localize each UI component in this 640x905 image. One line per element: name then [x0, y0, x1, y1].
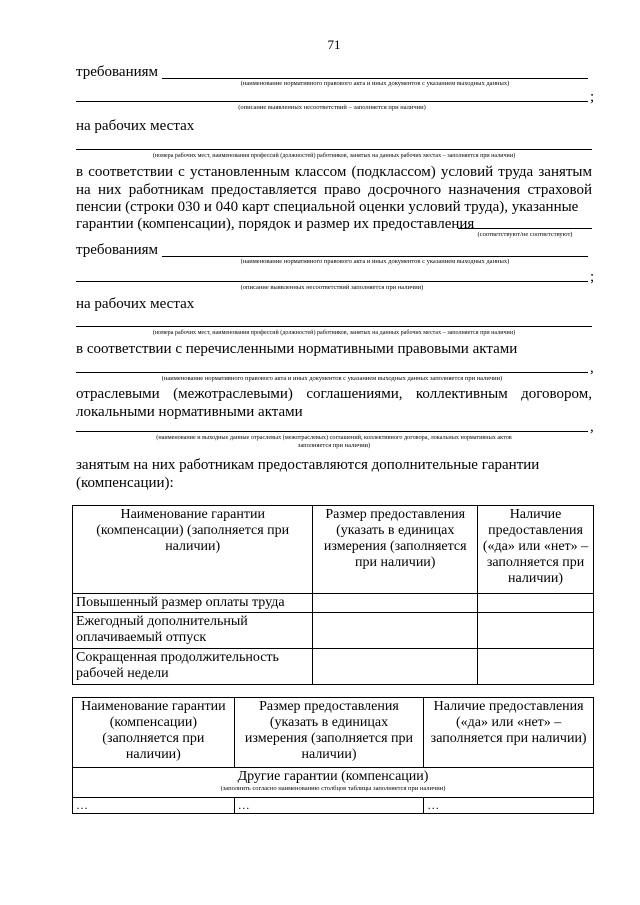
t2-other-title: Другие гарантии (компенсации) — [237, 769, 429, 784]
t1-cell-empty[interactable] — [478, 594, 594, 613]
t1-header-availability: Наличие предоставления («да» или «нет» – заполняется при наличии) — [478, 506, 594, 594]
t1-header-size: Размер предоставления (указать в единицах измерения (заполняется при наличии) — [313, 506, 478, 594]
requirements-label-1: требованиям — [76, 64, 159, 80]
requirements-label-2: требованиям — [76, 242, 159, 258]
discrepancy-line-2 — [76, 281, 588, 282]
t2-ellipsis-cell[interactable]: … — [424, 798, 594, 814]
requirements-caption-2: (наименование нормативного правового акта и иных документов с указанием выходных данных) — [240, 258, 510, 265]
workplaces-label-1: на рабочих местах — [76, 118, 195, 134]
t2-header-size: Размер предоставления (указать в единицах измерения (заполняется при наличии) — [234, 698, 424, 768]
agreements-caption-2: заполняется при наличии) — [297, 442, 371, 449]
acts-line — [76, 372, 588, 373]
workplaces-line-2 — [76, 326, 592, 327]
comma-2: , — [590, 419, 594, 435]
compliance-caption: (соответствуют/не соответствуют) — [477, 231, 573, 238]
workplaces-line-1 — [76, 149, 592, 150]
t1-cell-empty[interactable] — [478, 613, 594, 649]
t1-row-workweek: Сокращенная продолжительность рабочей недели — [73, 649, 313, 685]
t1-row-pay: Повышенный размер оплаты труда — [73, 594, 313, 613]
agreements-line — [76, 431, 588, 432]
t1-row-vacation: Ежегодный дополнительный оплачиваемый отпуск — [73, 613, 313, 649]
workplaces-label-2: на рабочих местах — [76, 296, 195, 312]
acts-line-text: в соответствии с перечисленными нормативными правовыми актами — [76, 341, 518, 357]
t2-other-guarantees — [73, 768, 594, 798]
agreements-paragraph: отраслевыми (межотраслевыми) соглашениями, коллективным договором, локальными нормативными актами — [76, 386, 592, 420]
compliance-line — [458, 228, 592, 229]
discrepancy-caption-1: (описание выявленных несоответствий – заполняется при наличии) — [238, 104, 426, 111]
workplaces-caption-1: (номера рабочих мест, наименования профессий (должностей) работников, занятых на данных рабочих местах – заполняется при наличии) — [152, 153, 516, 159]
t2-other-caption: (заполнить согласно наименованию столбцов таблицы заполняется при наличии) — [220, 785, 446, 792]
guarantees-table-1 — [72, 505, 594, 685]
t1-cell-empty[interactable] — [313, 613, 478, 649]
page-number: 71 — [327, 37, 341, 52]
guarantees-line: гарантии (компенсации), порядок и размер их предоставления — [76, 216, 475, 232]
t2-ellipsis-cell[interactable]: … — [73, 798, 235, 814]
discrepancy-caption-2: (описание выявленных несоответствий заполняется при наличии) — [240, 284, 424, 291]
semicolon-2: ; — [590, 269, 595, 285]
t1-header-name: Наименование гарантии (компенсации) (заполняется при наличии) — [73, 506, 313, 594]
t2-header-availability: Наличие предоставления («да» или «нет» – заполняется при наличии) — [424, 698, 594, 768]
requirements-line-1 — [162, 78, 588, 79]
comma-1: , — [590, 360, 594, 376]
t1-cell-empty[interactable] — [313, 594, 478, 613]
discrepancy-line-1 — [76, 101, 588, 102]
t2-ellipsis-cell[interactable]: … — [234, 798, 424, 814]
guarantees-table-2 — [72, 697, 594, 814]
t1-cell-empty[interactable] — [478, 649, 594, 685]
requirements-caption-1: (наименование нормативного правового акта и иных документов с указанием выходных данных) — [240, 80, 510, 87]
semicolon-1: ; — [590, 89, 595, 105]
agreements-caption-1: (наименование и выходные данные отраслевых (межотраслевых) соглашений, коллективного договора, локальных нормативных актов — [156, 434, 512, 441]
t1-cell-empty[interactable] — [313, 649, 478, 685]
acts-caption: (наименование нормативного правового акта и иных документов с указанием выходных данных заполняется при наличии) — [161, 375, 503, 382]
employees-paragraph: занятым на них работникам предоставляются дополнительные гарантии (компенсации): — [76, 457, 540, 491]
workplaces-caption-2: (номера рабочих мест, наименования профессий (должностей) работников, занятых на данных рабочих местах – заполняется при наличии) — [152, 330, 516, 336]
t2-header-name: Наименование гарантии (компенсации) (заполняется при наличии) — [73, 698, 235, 768]
requirements-line-2 — [162, 256, 588, 257]
seniority-paragraph: в соответствии с установленным классом (подклассом) условий труда занятым на них работникам предоставляется право досрочного назначения страховой пенсии (строки 030 и 040 карт специальной оценки условий труда), указанные — [76, 164, 592, 215]
